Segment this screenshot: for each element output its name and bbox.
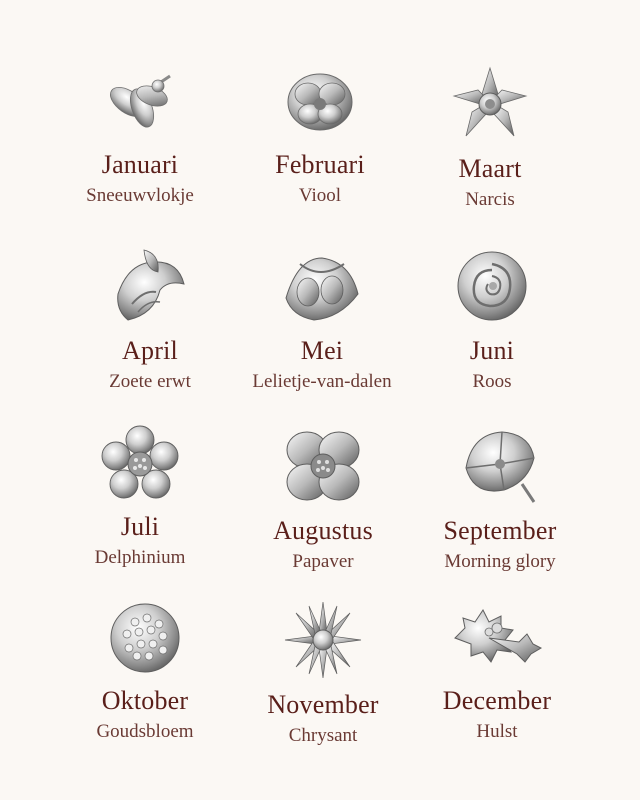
month-card-juni [392,244,592,394]
month-label: Mei [300,336,344,365]
rose-charm-icon [450,244,534,328]
month-card-december [397,598,597,744]
flower-label: Roos [472,371,512,392]
flower-label: Papaver [292,551,354,572]
flower-label: Hulst [476,721,518,742]
poppy-charm-icon [281,424,365,508]
month-label: September [443,516,557,545]
holly-charm-icon [449,598,545,678]
flower-label: Sneeuwvlokje [86,185,194,206]
flower-label: Morning glory [444,551,556,572]
daffodil-charm-icon [448,62,532,146]
month-label: November [267,690,379,719]
morning-glory-charm-icon [458,424,542,508]
month-card-september [400,424,600,574]
month-label: Februari [275,150,365,179]
month-card-juli [40,424,240,570]
month-label: December [442,686,552,715]
violet-charm-icon [280,62,360,142]
flower-label: Delphinium [94,547,186,568]
chrysanthemum-charm-icon [281,598,365,682]
flower-label: Viool [298,185,342,206]
month-card-maart [390,62,590,212]
month-card-augustus [223,424,423,574]
lily-of-the-valley-charm-icon [280,244,364,328]
delphinium-charm-icon [100,424,180,504]
month-card-november [223,598,423,748]
month-label: Augustus [273,516,373,545]
marigold-charm-icon [105,598,185,678]
month-label: April [122,336,178,365]
month-card-januari [40,62,240,208]
snowdrop-charm-icon [100,62,180,142]
month-card-april [50,244,250,394]
month-label: Maart [458,154,522,183]
flower-label: Zoete erwt [109,371,191,392]
sweet-pea-charm-icon [108,244,192,328]
flower-label: Lelietje-van-dalen [252,371,392,392]
month-label: Januari [101,150,179,179]
month-label: Juni [469,336,515,365]
flower-label: Goudsbloem [96,721,194,742]
month-label: Juli [120,512,160,541]
month-card-oktober [45,598,245,744]
flower-label: Narcis [465,189,515,210]
flower-label: Chrysant [288,725,358,746]
month-label: Oktober [101,686,189,715]
